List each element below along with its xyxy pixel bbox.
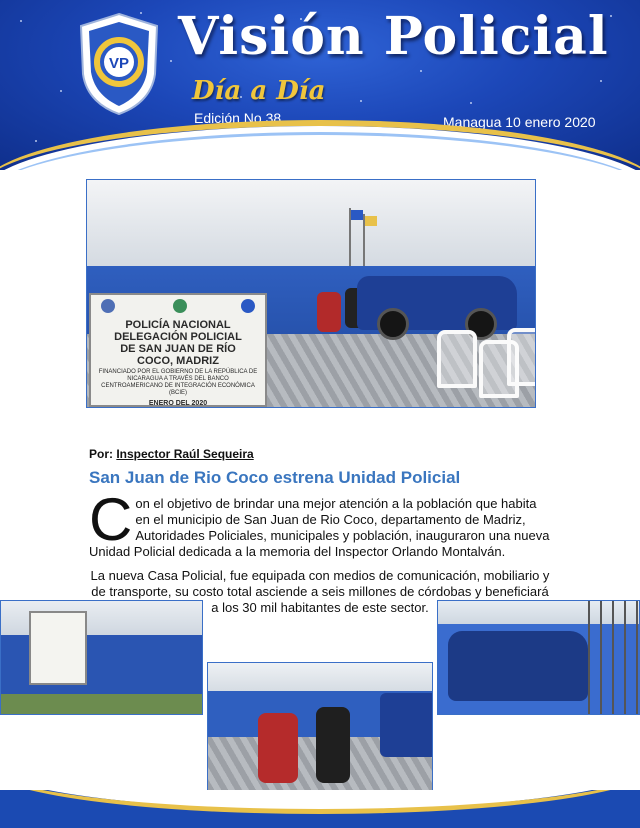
lead-text: on el objetivo de brindar una mejor atención a la población que habita en el municipio de San Juan de Rio Coco, departamento de Madriz, Autoridades Policiales, municipales y población, inauguraron una nueva Unidad Policial dedicada a la memoria del Inspector Orlando Montalván. [89, 496, 550, 559]
station-sign [89, 293, 267, 407]
fence [588, 601, 640, 715]
flag-icon [351, 210, 363, 220]
police-truck [448, 631, 588, 701]
sign-line-2: DELEGACIÓN POLICIAL [114, 331, 242, 343]
bank-seal-icon [241, 299, 255, 313]
chair-icon [507, 328, 536, 386]
photo-sign-and-building [0, 600, 203, 715]
sign-board [29, 611, 87, 685]
police-truck [357, 276, 517, 330]
sign-date: ENERO DEL 2020 [148, 400, 208, 407]
flag-icon [365, 216, 377, 226]
masthead-title: Visión Policial [178, 6, 609, 67]
footer-gold-arc [0, 790, 640, 814]
article-paragraph-2: La nueva Casa Policial, fue equipada con medios de comunicación, mobiliario y de transporte, su costo total asciende a seis millones de córdobas y beneficiará a los 30 mil habitantes de este sector. [90, 568, 550, 615]
footer-band [0, 790, 640, 828]
drop-cap: C [89, 486, 133, 553]
logo-text: VP [108, 55, 130, 72]
sign-line-4: COCO, MADRIZ [137, 355, 219, 367]
byline-author: Inspector Raúl Sequeira [116, 447, 254, 461]
sign-financing-text: FINANCIADO POR EL GOBIERNO DE LA REPÚBLICA DE NICARAGUA A TRAVÉS DEL BANCO CENTROAMERICANO DE INTEGRACIÓN ECONÓMICA (BCIE) [98, 369, 258, 396]
photo-police-truck [437, 600, 640, 715]
chair-icon [437, 330, 477, 388]
photo-grass [1, 694, 202, 714]
sign-line-1: POLICÍA NACIONAL [125, 319, 231, 331]
police-truck [380, 693, 432, 757]
wheel-icon [377, 308, 409, 340]
motorcycle-icon [316, 707, 350, 783]
edition-number: Edición No 38 [194, 110, 282, 126]
article-lead-paragraph [89, 486, 551, 560]
byline [89, 447, 254, 461]
byline-prefix: Por: [89, 447, 113, 461]
main-photo-police-station [86, 179, 536, 408]
police-shield-logo [78, 12, 160, 116]
masthead-subtitle: Día a Día [192, 76, 326, 106]
motorcycle-icon [317, 292, 341, 332]
dateline: Managua 10 enero 2020 [443, 114, 596, 130]
national-seal-icon [173, 299, 187, 313]
motorcycle-icon [258, 713, 298, 783]
masthead [0, 0, 640, 170]
sign-line-3: DE SAN JUAN DE RÍO [120, 343, 236, 355]
article-headline: San Juan de Rio Coco estrena Unidad Policial [89, 468, 461, 487]
police-seal-icon [101, 299, 115, 313]
photo-motorcycles [207, 662, 433, 792]
